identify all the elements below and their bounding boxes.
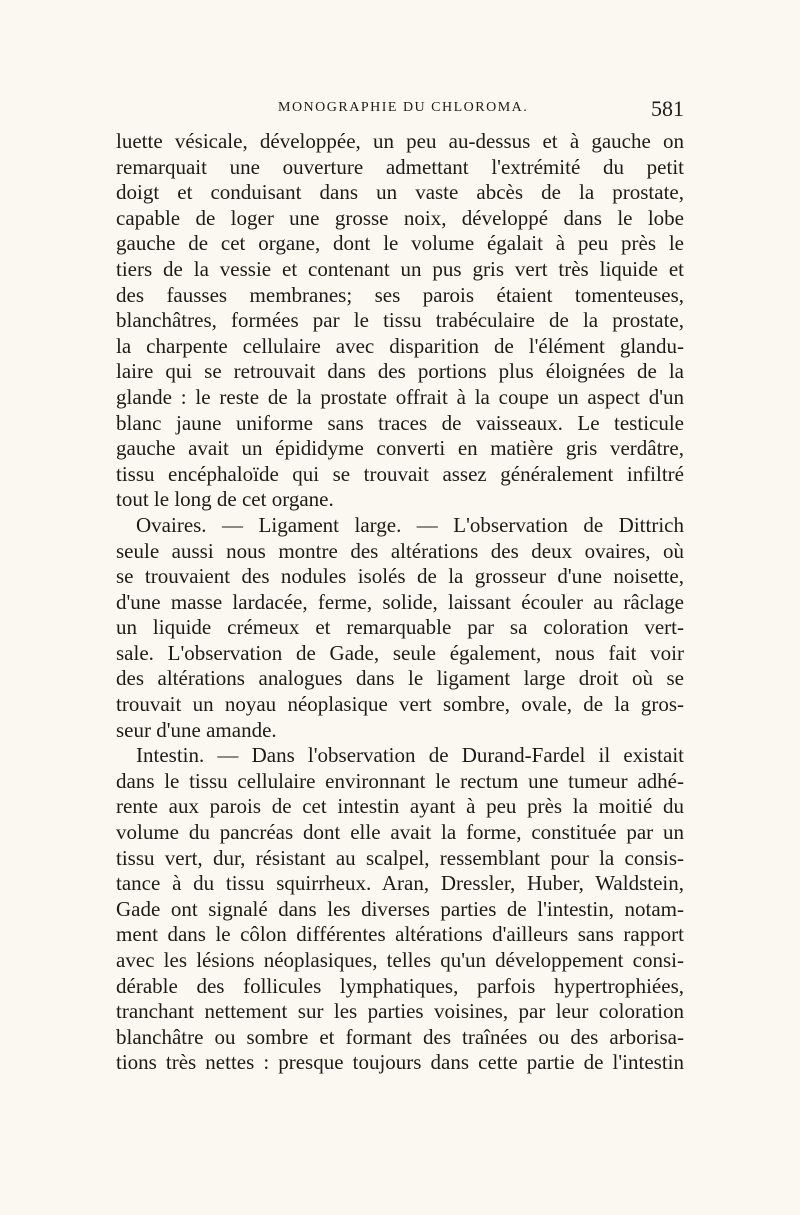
text-line-4: capable de loger une grosse noix, développé dans le lobe [116,205,684,230]
text-line-20: un liquide crémeux et remarquable par sa coloration vert- [116,615,684,640]
text-line-1: luette vésicale, développée, un peu au-dessus et à gauche on [116,129,684,153]
text-line-12: blanc jaune uniforme sans traces de vaisseaux. Le testicule [116,410,684,435]
running-title: MONOGRAPHIE DU CHLOROMA. [278,100,529,115]
page-number: 581 [651,96,684,121]
text-line-21: sale. L'observation de Gade, seule également, nous fait voir [116,640,684,665]
text-line-6: tiers de la vessie et contenant un pus gris vert très liquide et [116,256,684,281]
text-line-27: rente aux parois de cet intestin ayant à peu près la moitié du [116,794,684,819]
running-head [118,98,684,124]
text-line-35: tranchant nettement sur les parties voisines, par leur coloration [116,999,684,1024]
text-line-5: gauche de cet organe, dont le volume égalait à peu près le [116,231,684,256]
text-line-15: tout le long de cet organe. [116,487,334,512]
text-line-33: avec les lésions néoplasiques, telles qu'un développement consi- [116,948,684,972]
text-line-29: tissu vert, dur, résistant au scalpel, ressemblant pour la consis- [116,845,684,870]
text-line-24: seur d'une amande. [116,717,277,742]
text-line-25-intestin: Intestin. — Dans l'observation de Durand-Fardel il existait [136,743,684,768]
text-line-7: des fausses membranes; ses parois étaient tomenteuses, [116,282,684,307]
text-line-34: dérable des follicules lymphatiques, parfois hypertrophiées, [116,973,684,998]
text-line-8: blanchâtres, formées par le tissu trabéculaire de la prostate, [116,308,684,333]
body-text [116,129,684,1076]
text-line-28: volume du pancréas dont elle avait la forme, constituée par un [116,820,684,845]
text-line-19: d'une masse lardacée, ferme, solide, laissant écouler au râclage [116,589,684,614]
text-line-36: blanchâtre ou sombre et formant des traînées ou des arborisa- [116,1024,684,1049]
text-line-37: tions très nettes : presque toujours dans cette partie de l'intestin [116,1050,684,1075]
text-line-10: laire qui se retrouvait dans des portions plus éloignées de la [116,359,684,384]
text-line-9: la charpente cellulaire avec disparition de l'élément glandu- [116,333,684,358]
text-line-11: glande : le reste de la prostate offrait à la coupe un aspect d'un [116,384,684,409]
text-line-13: gauche avait un épididyme converti en matière gris verdâtre, [116,436,684,461]
text-line-2: remarquait une ouverture admettant l'extrémité du petit [116,154,684,179]
text-line-3: doigt et conduisant dans un vaste abcès de la prostate, [116,180,684,205]
text-line-16-ovaires: Ovaires. — Ligament large. — L'observation de Dittrich [136,512,684,537]
text-line-17: seule aussi nous montre des altérations des deux ovaires, où [116,538,684,563]
text-line-32: ment dans le côlon différentes altérations d'ailleurs sans rapport [116,922,684,947]
text-line-14: tissu encéphaloïde qui se trouvait assez généralement infiltré [116,461,684,486]
text-line-31: Gade ont signalé dans les diverses parties de l'intestin, notam- [116,896,684,921]
text-line-18: se trouvaient des nodules isolés de la grosseur d'une noisette, [116,564,684,589]
text-line-22: des altérations analogues dans le ligament large droit où se [116,666,684,691]
text-line-30: tance à du tissu squirrheux. Aran, Dressler, Huber, Waldstein, [116,871,684,896]
text-line-26: dans le tissu cellulaire environnant le rectum une tumeur adhé- [116,768,684,793]
text-line-23: trouvait un noyau néoplasique vert sombre, ovale, de la gros- [116,692,684,717]
